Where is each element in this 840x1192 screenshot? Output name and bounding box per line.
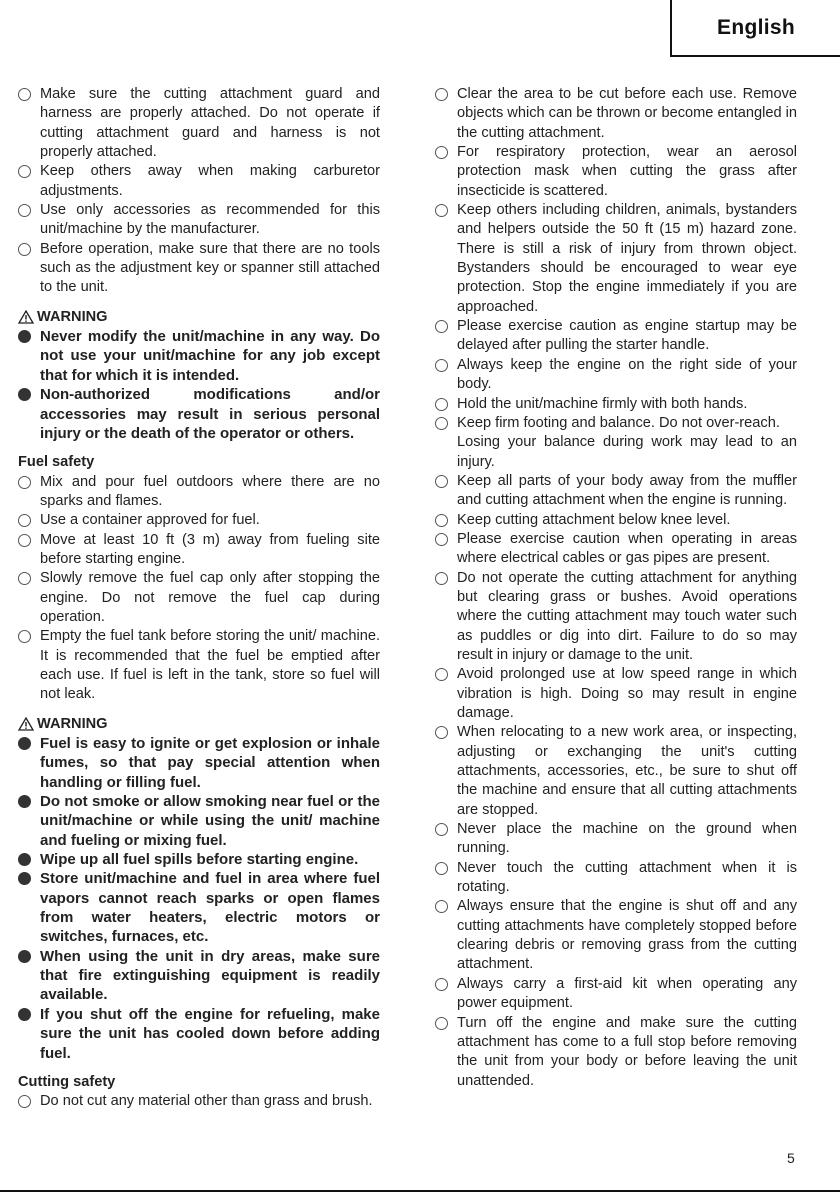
circle-bullet-icon [435, 146, 448, 159]
circle-bullet-icon [435, 359, 448, 372]
warning-triangle-icon [18, 717, 34, 731]
filled-bullet-icon [18, 950, 31, 963]
balance-note: Losing your balance during work may lead to an injury. [457, 434, 797, 470]
list-item: Keep firm footing and balance. Do not over-reach. [435, 414, 797, 433]
list-item: Use a container approved for fuel. [18, 511, 380, 530]
filled-bullet-icon [18, 330, 31, 343]
list-item: Avoid prolonged use at low speed range in which vibration is high. Doing so may result in engine damage. [435, 665, 797, 723]
right-column [435, 85, 797, 1091]
list-item: Move at least 10 ft (3 m) away from fueling site before starting engine. [18, 531, 380, 570]
list-item: Please exercise caution as engine startup may be delayed after pulling the starter handle. [435, 317, 797, 356]
circle-bullet-icon [435, 900, 448, 913]
filled-bullet-icon [18, 1008, 31, 1021]
list-item: Keep all parts of your body away from the muffler and cutting attachment when the engine is running. [435, 472, 797, 511]
list-item: When relocating to a new work area, or inspecting, adjusting or exchanging the unit's cutting attachments, accessories, etc., be sure to shut off the machine and ensure that all cutting attachments are stopped. [435, 723, 797, 820]
warning-heading: WARNING [18, 715, 380, 734]
list-item: Empty the fuel tank before storing the unit/ machine. It is recommended that the fuel be emptied after each use. If fuel is left in the tank, store so fuel will not leak. [18, 627, 380, 704]
circle-bullet-icon [18, 572, 31, 585]
warning-item: Wipe up all fuel spills before starting engine. [18, 850, 380, 869]
language-label: English [717, 15, 795, 39]
list-item: Do not cut any material other than grass and brush. [18, 1092, 380, 1111]
list-item: Before operation, make sure that there are no tools such as the adjustment key or spanner still attached to the unit. [18, 240, 380, 298]
circle-bullet-icon [435, 475, 448, 488]
circle-bullet-icon [435, 204, 448, 217]
circle-bullet-icon [18, 514, 31, 527]
left-column [18, 85, 380, 1112]
warning-item: When using the unit in dry areas, make sure that fire extinguishing equipment is readily available. [18, 947, 380, 1005]
circle-bullet-icon [435, 862, 448, 875]
filled-bullet-icon [18, 737, 31, 750]
circle-bullet-icon [435, 417, 448, 430]
list-item: Do not operate the cutting attachment for anything but clearing grass or bushes. Avoid operations where the cutting attachment may touch water such as puddles or dig into dirt. Failure to do so may result in injury or damage to the unit. [435, 569, 797, 666]
circle-bullet-icon [18, 165, 31, 178]
list-item: Never touch the cutting attachment when it is rotating. [435, 859, 797, 898]
warning-item: If you shut off the engine for refueling, make sure the unit has cooled down before adding fuel. [18, 1005, 380, 1063]
list-item: Always keep the engine on the right side of your body. [435, 356, 797, 395]
language-tab [670, 0, 840, 57]
list-item: Keep others away when making carburetor adjustments. [18, 162, 380, 201]
warning-triangle-icon [18, 310, 34, 324]
circle-bullet-icon [435, 823, 448, 836]
circle-bullet-icon [435, 533, 448, 546]
circle-bullet-icon [435, 668, 448, 681]
list-item: Clear the area to be cut before each use. Remove objects which can be thrown or become entangled in the cutting attachment. [435, 85, 797, 143]
circle-bullet-icon [435, 572, 448, 585]
circle-bullet-icon [435, 514, 448, 527]
filled-bullet-icon [18, 388, 31, 401]
list-item: Use only accessories as recommended for this unit/machine by the manufacturer. [18, 201, 380, 240]
warning-item: Never modify the unit/machine in any way. Do not use your unit/machine for any job except that for which it is intended. [18, 327, 380, 385]
filled-bullet-icon [18, 795, 31, 808]
warning-item: Fuel is easy to ignite or get explosion or inhale fumes, so that pay special attention when handling or filling fuel. [18, 734, 380, 792]
warning-item: Do not smoke or allow smoking near fuel or the unit/machine or while using the unit/ machine and fueling or mixing fuel. [18, 792, 380, 850]
circle-bullet-icon [18, 630, 31, 643]
list-item: Hold the unit/machine firmly with both hands. [435, 395, 797, 414]
circle-bullet-icon [435, 726, 448, 739]
list-item: Please exercise caution when operating in areas where electrical cables or gas pipes are present. [435, 530, 797, 569]
circle-bullet-icon [435, 88, 448, 101]
circle-bullet-icon [18, 88, 31, 101]
circle-bullet-icon [435, 978, 448, 991]
circle-bullet-icon [18, 476, 31, 489]
list-item: For respiratory protection, wear an aerosol protection mask when cutting the grass after insecticide is scattered. [435, 143, 797, 201]
list-item: Keep others including children, animals, bystanders and helpers outside the 50 ft (15 m) hazard zone. There is still a risk of injury from thrown object. Bystanders should be encouraged to wear eye protection. Stop the engine immediately if you are approached. [435, 201, 797, 317]
circle-bullet-icon [18, 1095, 31, 1108]
list-item: Keep cutting attachment below knee level. [435, 511, 797, 530]
list-item: Turn off the engine and make sure the cutting attachment has come to a full stop before removing the unit from your body or before leaving the unit unattended. [435, 1014, 797, 1091]
filled-bullet-icon [18, 853, 31, 866]
list-item: Make sure the cutting attachment guard and harness are properly attached. Do not operate if cutting attachment guard and harness is not properly attached. [18, 85, 380, 162]
circle-bullet-icon [435, 398, 448, 411]
warning-item: Store unit/machine and fuel in area where fuel vapors cannot reach sparks or open flames from water heaters, electric motors or switches, furnaces, etc. [18, 869, 380, 946]
circle-bullet-icon [435, 1017, 448, 1030]
filled-bullet-icon [18, 872, 31, 885]
list-item: Slowly remove the fuel cap only after stopping the engine. Do not remove the fuel cap during operation. [18, 569, 380, 627]
circle-bullet-icon [18, 243, 31, 256]
page-number: 5 [787, 1150, 795, 1166]
circle-bullet-icon [18, 534, 31, 547]
circle-bullet-icon [18, 204, 31, 217]
warning-item: Non-authorized modifications and/or accessories may result in serious personal injury or the death of the operator or others. [18, 385, 380, 443]
list-item: Mix and pour fuel outdoors where there are no sparks and flames. [18, 473, 380, 512]
warning-heading: WARNING [18, 308, 380, 327]
fuel-safety-heading: Fuel safety [18, 454, 95, 471]
cutting-safety-heading: Cutting safety [18, 1073, 116, 1090]
list-item: Always carry a first-aid kit when operating any power equipment. [435, 975, 797, 1014]
circle-bullet-icon [435, 320, 448, 333]
list-item: Never place the machine on the ground when running. [435, 820, 797, 859]
list-item: Always ensure that the engine is shut off and any cutting attachments have completely stopped before clearing debris or removing grass from the cutting attachment. [435, 897, 797, 974]
